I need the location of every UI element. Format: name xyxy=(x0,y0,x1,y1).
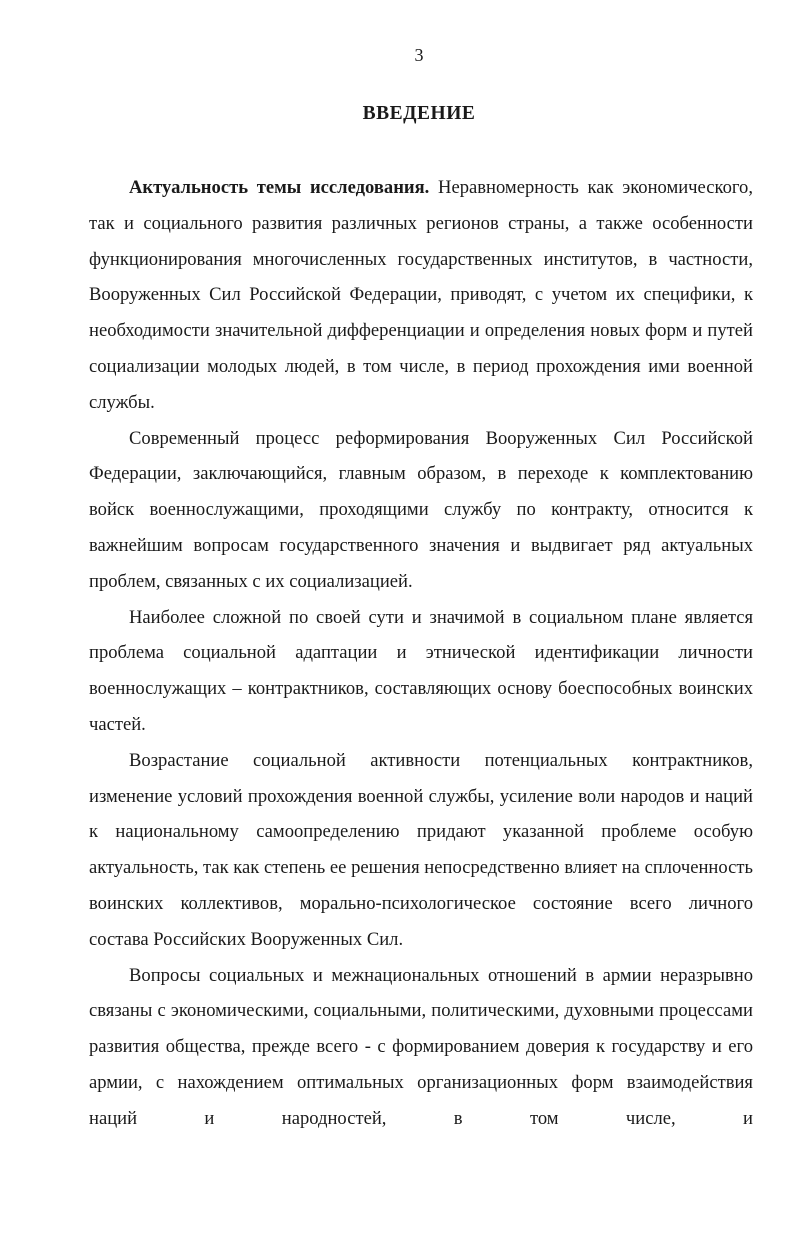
paragraph-relations: Вопросы социальных и межнациональных отношений в армии неразрывно связаны с экономическими, социальными, политическими, духовными процессами развития общества, прежде всего - с формированием доверия к государству и его армии, с нахождением оптимальных организационных форм взаимодействия наций и народностей, в том числе, и xyxy=(89,964,753,1129)
body-text xyxy=(89,170,753,1137)
paragraph-activity: Возрастание социальной активности потенциальных контрактников, изменение условий прохождения военной службы, усиление воли народов и наций к национальному самоопределению придают указанной проблеме особую актуальность, так как степень ее решения непосредственно влияет на сплоченность воинских коллективов, морально-психологическое состояние всего личного состава Российских Вооруженных Сил. xyxy=(89,749,753,950)
page-number: 3 xyxy=(414,45,424,65)
paragraph-relevance xyxy=(89,170,753,421)
paragraph-text: Неравномерность как экономического, так и социального развития различных регионов страны, а также особенности функционирования многочисленных государственных институтов, в частности, Вооруженных Сил Российской Федерации, приводят, с учетом их специфики, к необходимости значительной дифференциации и определения новых форм и путей социализации молодых людей, в том числе, в период прохождения ими военной службы. xyxy=(89,177,753,413)
paragraph-lead: Актуальность темы исследования. xyxy=(129,177,430,198)
paragraph-reform: Современный процесс реформирования Вооруженных Сил Российской Федерации, заключающийся, главным образом, в переходе к комплектованию войск военнослужащими, проходящими службу по контракту, относится к важнейшим вопросам государственного значения и выдвигает ряд актуальных проблем, связанных с их социализацией. xyxy=(89,427,753,592)
paragraph-adaptation: Наиболее сложной по своей сути и значимой в социальном плане является проблема социальной адаптации и этнической идентификации личности военнослужащих – контрактников, составляющих основу боеспособных воинских частей. xyxy=(89,606,753,735)
section-heading: ВВЕДЕНИЕ xyxy=(362,103,476,124)
